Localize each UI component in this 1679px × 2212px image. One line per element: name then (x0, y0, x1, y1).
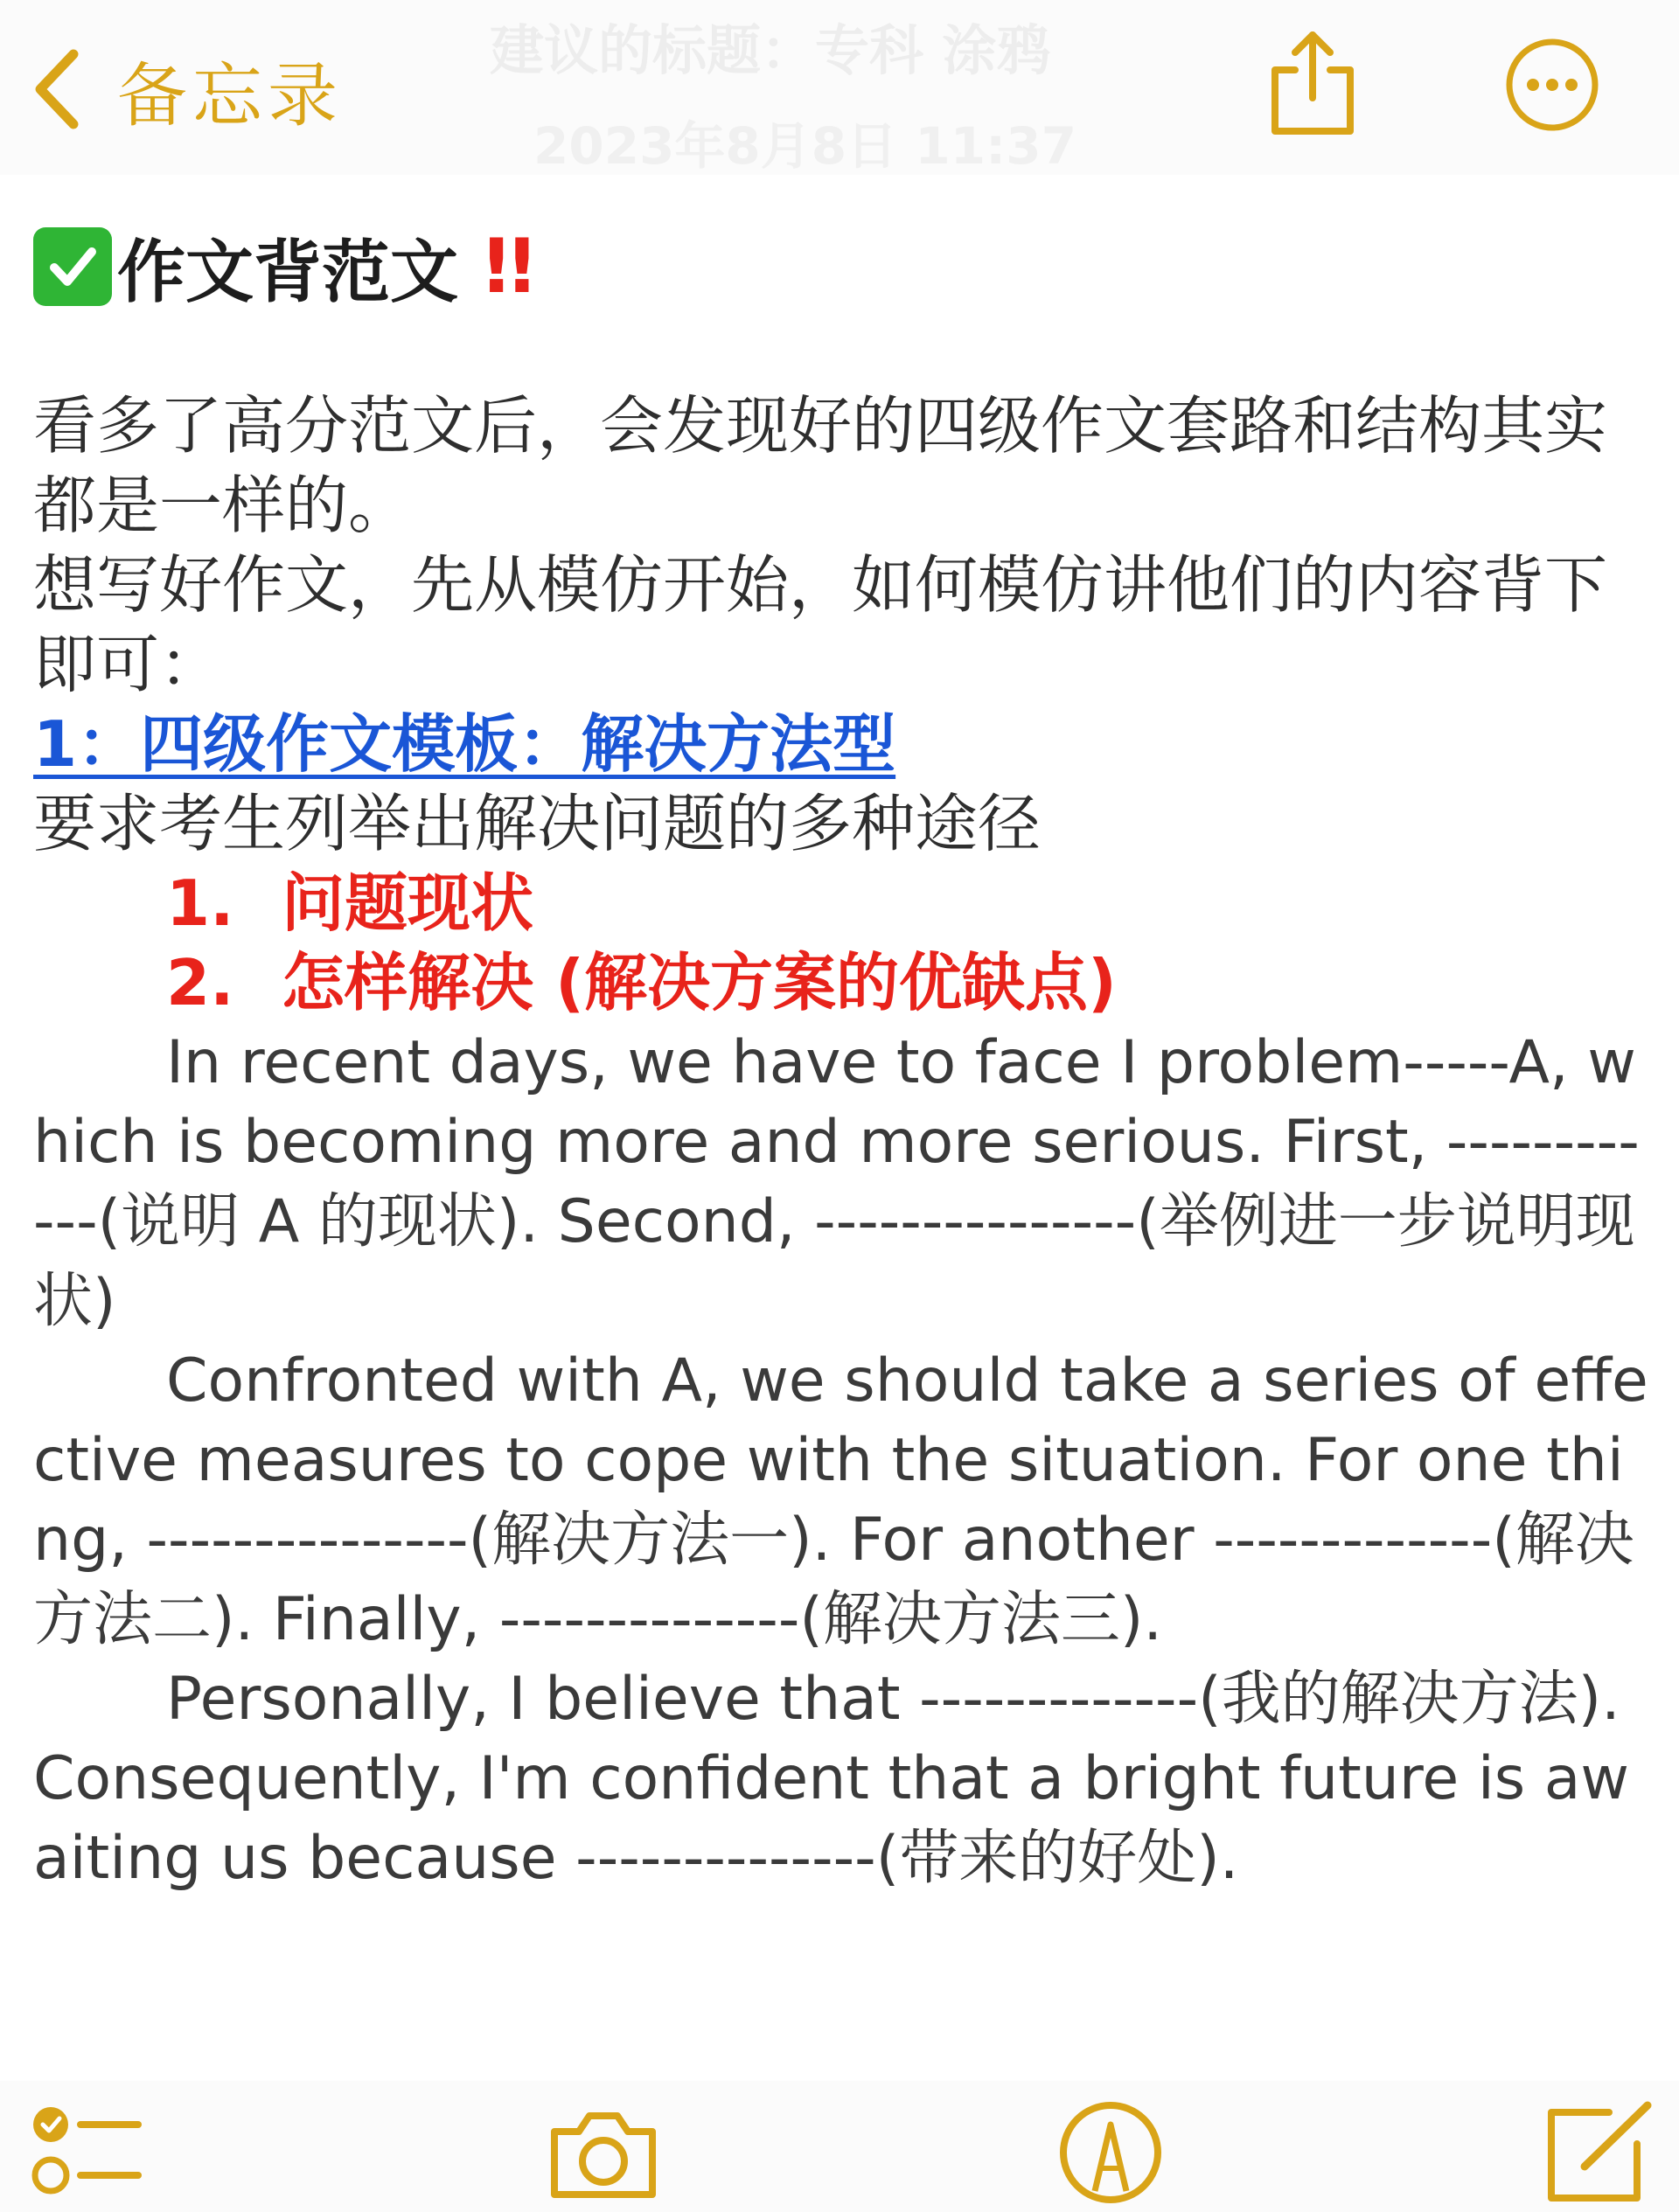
list-item (33, 864, 1660, 943)
note-date: 2023年8月8日 11:37 (533, 116, 1076, 176)
template-paragraph-1: In recent days, we have to face I problem-----A, which is becoming more and more serious. First, ------------(说明 A 的现状). Second, ---------------(举例进一步说明现状) (33, 1028, 1640, 1336)
compose-icon (1539, 2100, 1662, 2205)
section-title-link[interactable]: 1：四级作文模板：解决方法型 (33, 707, 896, 781)
checklist-button[interactable] (26, 2100, 149, 2205)
suggested-title: 建议的标题：专科 涂鸦 (490, 18, 1051, 82)
camera-icon (542, 2100, 665, 2205)
list-number: 2. (166, 946, 234, 1019)
bottom-toolbar (0, 2081, 1679, 2212)
camera-button[interactable] (542, 2100, 665, 2205)
compose-button[interactable] (1539, 2100, 1662, 2205)
share-icon (1264, 26, 1361, 140)
heading-text: 作文背范文 (117, 233, 459, 312)
checklist-icon (26, 2100, 149, 2205)
navigation-bar (0, 0, 1679, 175)
back-button[interactable] (31, 45, 343, 136)
back-label: 备忘录 (117, 54, 343, 136)
list-text: 问题现状 (282, 866, 534, 940)
intro-paragraph-1: 看多了高分范文后，会发现好的四级作文套路和结构其实都是一样的。 (33, 389, 1608, 542)
list-item (33, 943, 1660, 1023)
template-paragraph-3: Personally, I believe that -------------(我的解决方法). Consequently, I'm confident that a bright future is awaiting us because --------------(带来的好处). (33, 1665, 1630, 1893)
intro-paragraph-2: 想写好作文，先从模仿开始，如何模仿讲他们的内容背下即可： (33, 548, 1608, 701)
chevron-left-icon (31, 47, 84, 131)
markup-button[interactable] (1049, 2100, 1172, 2205)
note-heading (33, 219, 1660, 315)
list-number: 1. (166, 866, 234, 940)
check-mark-button-icon (33, 227, 112, 306)
ellipsis-circle-icon (1504, 37, 1600, 133)
pen-circle-icon (1049, 2100, 1172, 2205)
list-text: 怎样解决 (解决方案的优缺点) (282, 946, 1117, 1019)
more-options-button[interactable] (1504, 37, 1600, 133)
double-exclamation-icon: !! (479, 223, 531, 310)
note-body[interactable] (33, 219, 1660, 1898)
template-paragraph-2: Confronted with A, we should take a series of effective measures to cope with the situation. For one thing, ---------------(解决方法一). For another -------------(解决方法二). Finally, --------------(解决方法三). (33, 1346, 1648, 1654)
share-button[interactable] (1264, 26, 1361, 140)
section-description: 要求考生列举出解决问题的多种途径 (33, 787, 1042, 860)
